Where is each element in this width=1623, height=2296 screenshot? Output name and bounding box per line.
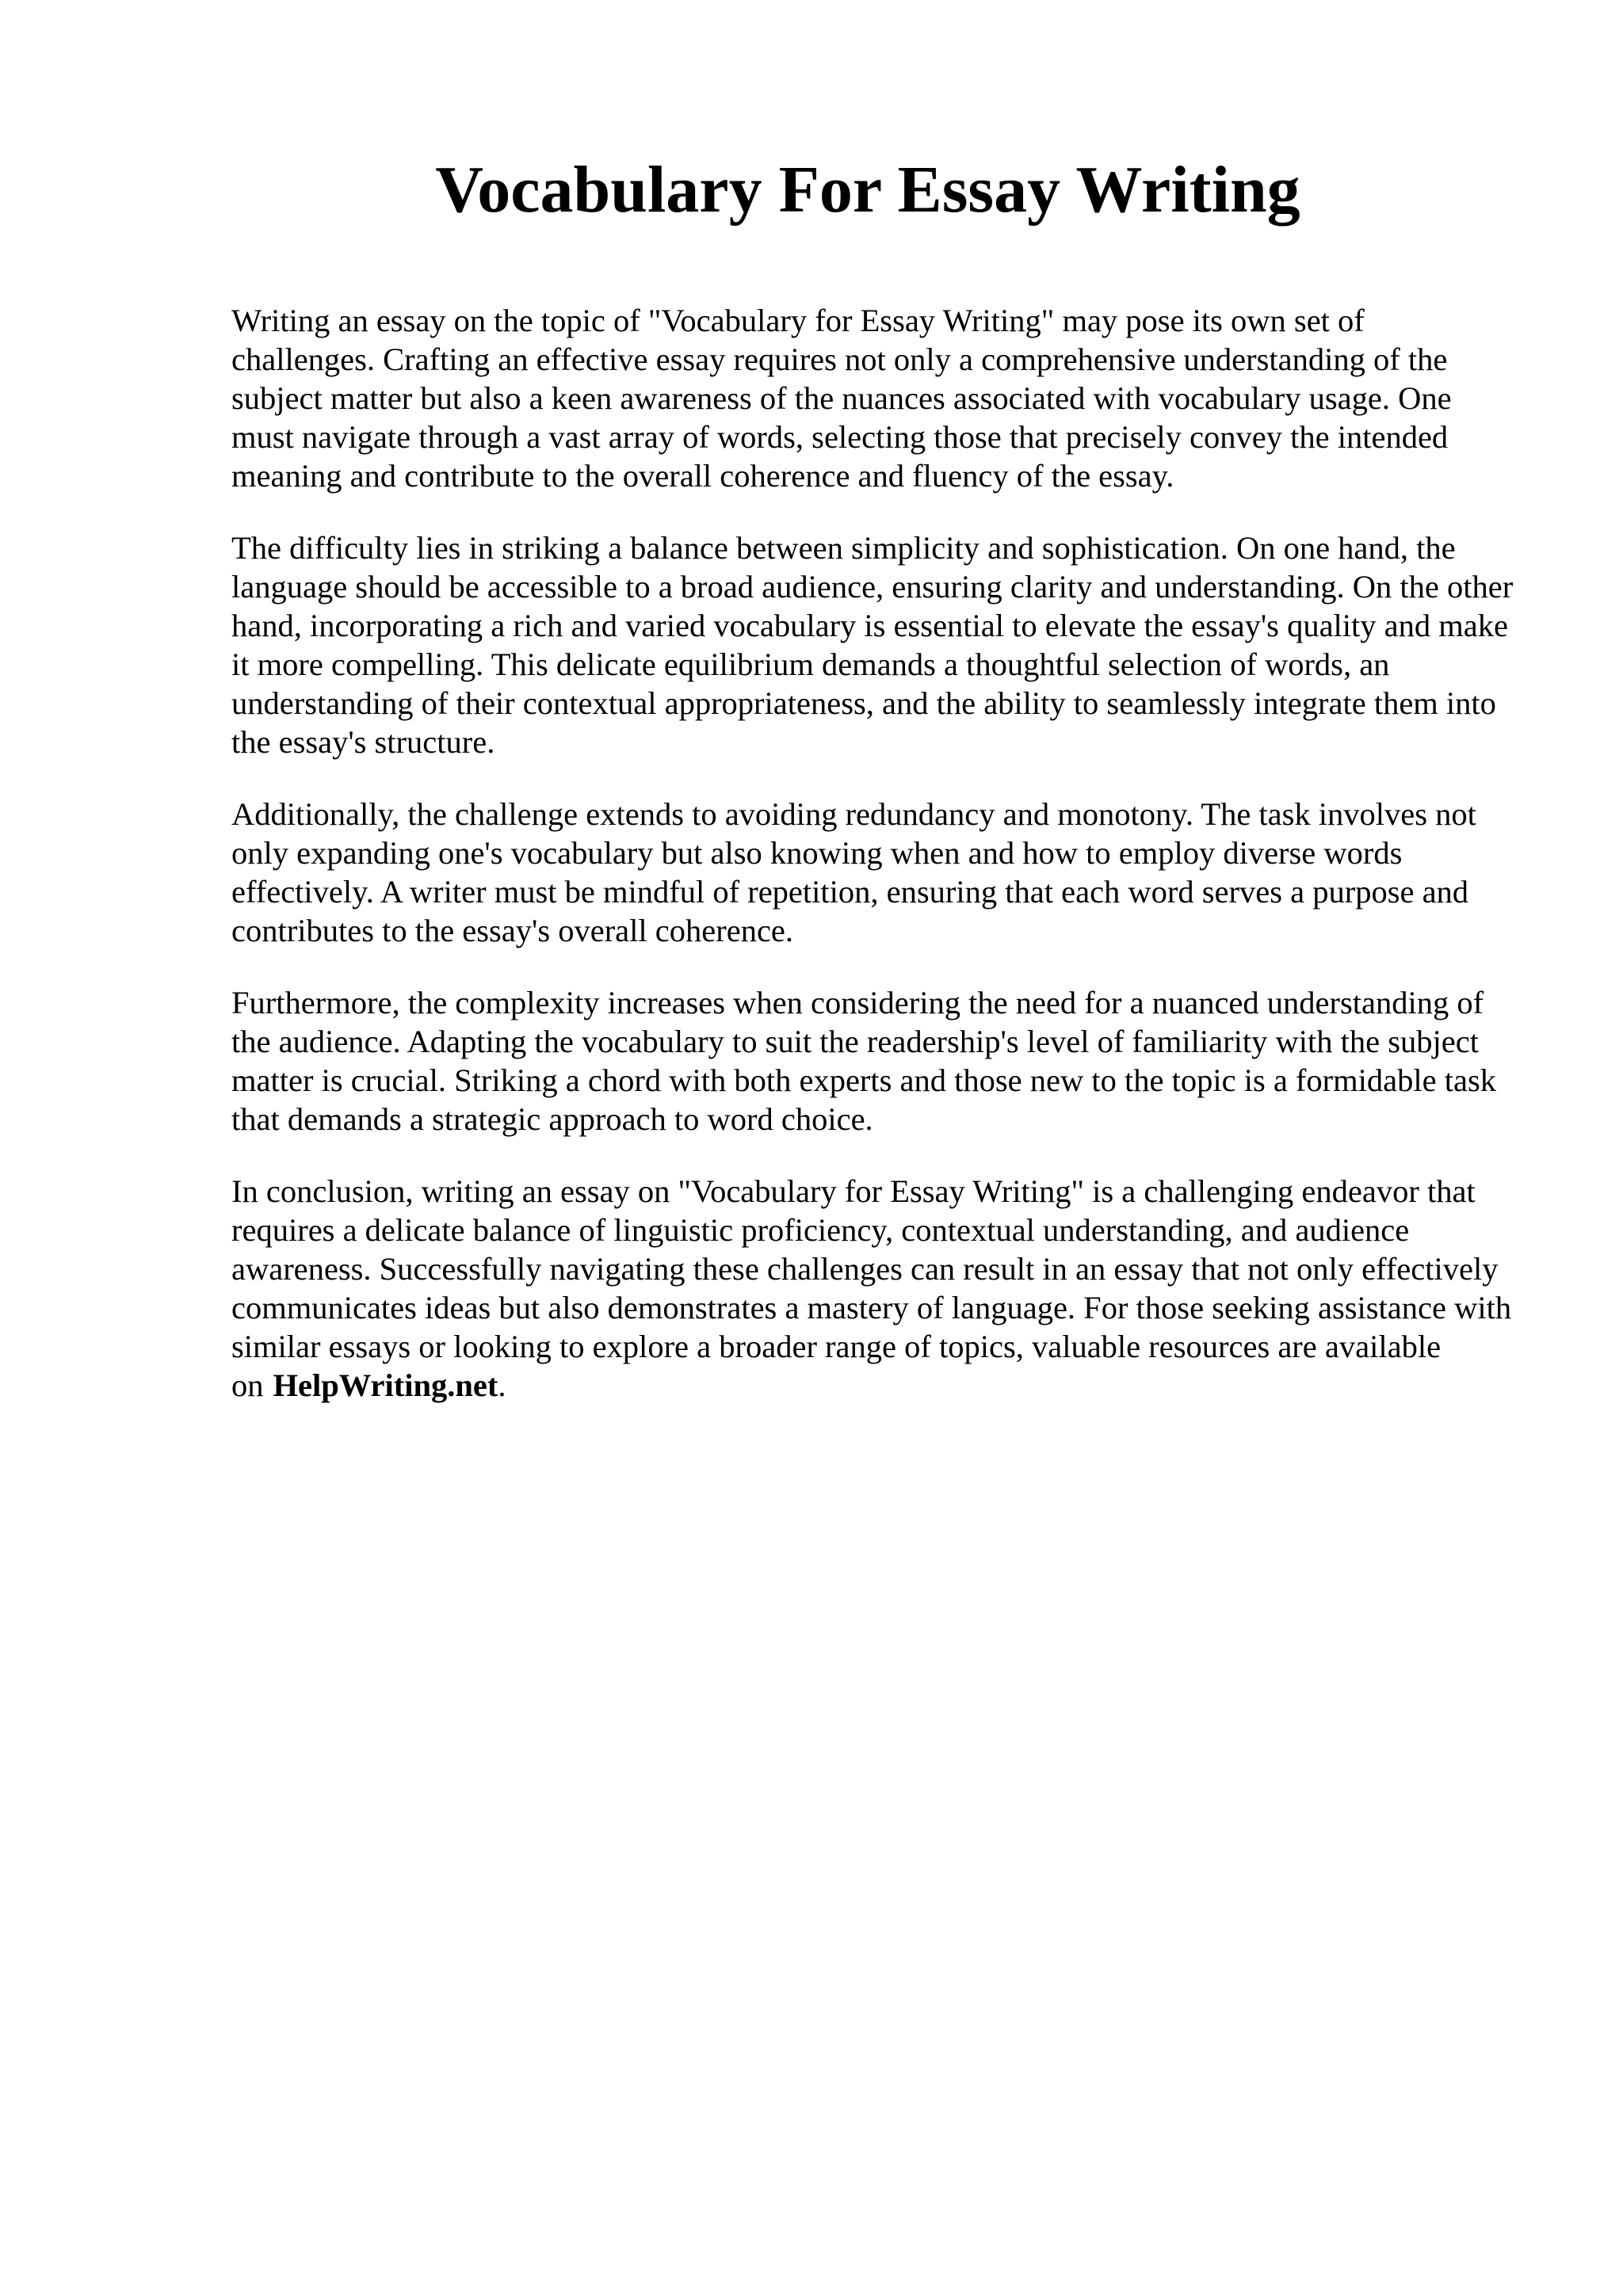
conclusion-period: . (498, 1367, 506, 1403)
conclusion-paragraph (231, 1172, 1515, 1405)
paragraph-1: Writing an essay on the topic of "Vocabulary for Essay Writing" may pose its own set of challenges. Crafting an effective essay requires not only a comprehensive understanding of the subject matter but also a keen awareness of the nuances associated with vocabulary usage. One must navigate through a vast array of words, selecting those that precisely convey the intended meaning and contribute to the overall coherence and fluency of the essay. (231, 303, 1452, 494)
paragraph-3: Additionally, the challenge extends to avoiding redundancy and monotony. The task involves not only expanding one's vocabulary but also knowing when and how to employ diverse words effectively. A writer must be mindful of repetition, ensuring that each word serves a purpose and contributes to the essay's overall coherence. (231, 796, 1476, 948)
paragraph-4: Furthermore, the complexity increases when considering the need for a nuanced understanding of the audience. Adapting the vocabulary to suit the readership's level of familiarity with the subject matter is crucial. Striking a chord with both experts and those new to the topic is a formidable task that demands a strategic approach to word choice. (231, 985, 1496, 1137)
document-body (231, 301, 1515, 1438)
document-title: Vocabulary For Essay Writing (435, 153, 1300, 227)
paragraph-2: The difficulty lies in striking a balance between simplicity and sophistication. On one hand, the language should be accessible to a broad audience, ensuring clarity and understanding. On the other hand, incorporating a rich and varied vocabulary is essential to elevate the essay's quality and make it more compelling. This delicate equilibrium demands a thoughtful selection of words, an understanding of their contextual appropriateness, and the ability to seamlessly integrate them into the essay's structure. (231, 530, 1514, 760)
helpwriting-link[interactable]: HelpWriting.net (273, 1367, 498, 1403)
conclusion-text: In conclusion, writing an essay on "Vocabulary for Essay Writing" is a challenging endeavor that requires a delicate balance of linguistic proficiency, contextual understanding, and audience awareness. Successfully navigating these challenges can result in an essay that not only effectively communicates ideas but also demonstrates a mastery of language. For those seeking assistance with similar essays or looking to explore a broader range of topics, valuable resources are available on (231, 1173, 1512, 1403)
